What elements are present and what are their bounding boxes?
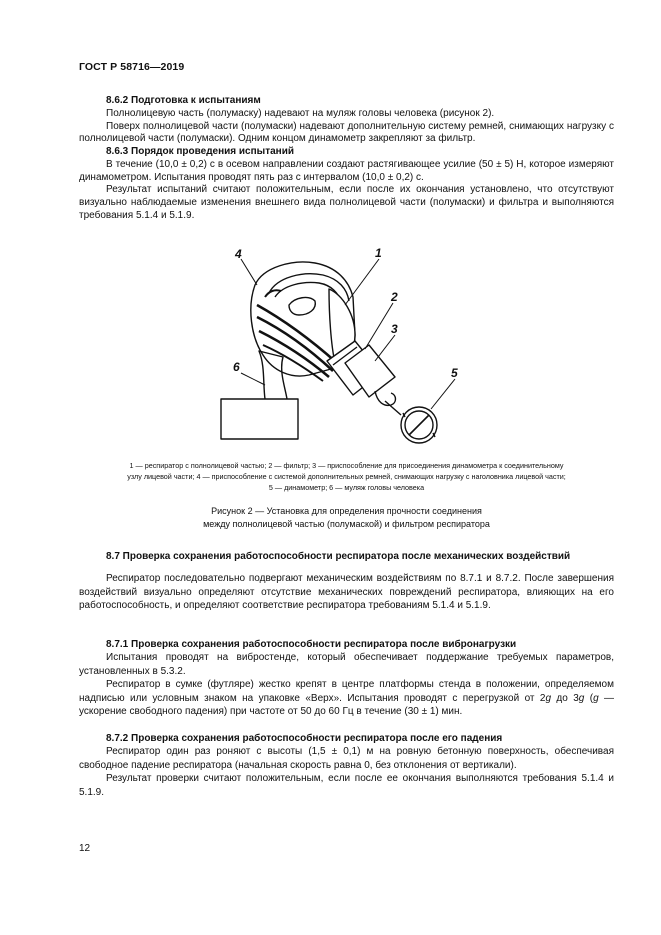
figure-label-5: 5	[451, 366, 458, 380]
page-number: 12	[79, 843, 91, 854]
section-title: 8.7 Проверка сохранения работоспособности респиратора после механических воздействий	[106, 551, 571, 562]
document-header: ГОСТ Р 58716—2019	[79, 61, 185, 73]
figure-label-6: 6	[233, 360, 240, 374]
legend-line: узлу лицевой части; 4 — приспособление с системой дополнительных ремней, снимающих нагрузку с наголовника лицевой части;	[127, 472, 566, 481]
figure-label-2: 2	[391, 290, 398, 304]
section-8-6-3	[79, 146, 614, 223]
section-title: 8.6.3 Порядок проведения испытаний	[106, 146, 294, 157]
figure-label-3: 3	[391, 322, 398, 336]
paragraph: Испытания проводят на вибростенде, который обеспечивает поддержание требуемых параметров, установленных в 5.3.2.	[79, 652, 614, 677]
paragraph	[79, 678, 614, 718]
text-run: Респиратор в сумке (футляре) жестко крепят в центре платформы стенда в положении, определяемом надписью или условным знаком на упаковке «Верх». Испытания проводят с перегрузкой от 2	[79, 679, 614, 704]
head-base-block	[221, 399, 298, 439]
text-run: — ускорение свободного падения) при частоте от 50 до 60 Гц в течение (30 ± 1) мин.	[79, 692, 615, 718]
text-run: g	[545, 692, 552, 704]
text-run: g	[593, 692, 599, 704]
section-8-7-2	[79, 732, 614, 799]
caption-line: между полнолицевой частью (полумаской) и фильтром респиратора	[203, 519, 490, 529]
legend-line: 5 — динамометр; 6 — муляж головы человека	[268, 483, 425, 492]
paragraph: Респиратор последовательно подвергают механическим воздействиям по 8.7.1 и 8.7.2. После завершения воздействий визуально определяют отсутствие механических повреждений респиратора, влияющих на его работоспособность, и определяют соответствие респиратора требованиям 5.1.4 и 5.1.9.	[79, 573, 614, 612]
paragraph: Результат проверки считают положительным, если после ее окончания выполняются требования 5.1.4 и 5.1.9.	[79, 773, 614, 798]
paragraph: Поверх полнолицевой части (полумаски) надевают дополнительную систему ремней, снимающих нагрузку с полнолицевой части (полумаски). Одним концом динамометр закрепляют за фильтр.	[79, 120, 614, 145]
section-title: 8.6.2 Подготовка к испытаниям	[106, 95, 261, 106]
text-run: до 3	[551, 692, 579, 704]
caption-line: Рисунок 2 — Установка для определения прочности соединения	[211, 506, 482, 516]
section-8-7-1	[79, 638, 614, 718]
paragraph: В течение (10,0 ± 0,2) с в осевом направлении создают растягивающее усилие (50 ± 5) Н, которое измеряют динамометром. Испытания проводят пять раз с интервалом (10,0 ± 0,2) с.	[79, 158, 614, 183]
paragraph: Полнолицевую часть (полумаску) надевают на муляж головы человека (рисунок 2).	[106, 107, 495, 119]
figure-2-illustration	[205, 245, 475, 445]
figure-legend	[79, 460, 614, 493]
section-title: 8.7.1 Проверка сохранения работоспособности респиратора после вибронагрузки	[106, 639, 517, 650]
text-run: (	[584, 692, 594, 704]
figure-label-4: 4	[235, 247, 242, 261]
figure-label-1: 1	[375, 246, 382, 260]
section-8-6-2	[79, 95, 614, 146]
paragraph: Результат испытаний считают положительным, если после их окончания установлено, что отсутствуют визуально наблюдаемые изменения внешнего вида полнолицевой части (полумаски) и фильтра и выполняются требования 5.1.4 и 5.1.9.	[79, 184, 614, 221]
text-run: g	[578, 692, 585, 704]
figure-caption	[79, 505, 614, 531]
section-8-7	[79, 550, 614, 613]
section-title: 8.7.2 Проверка сохранения работоспособности респиратора после его падения	[106, 733, 503, 744]
legend-line: 1 — респиратор с полнолицевой частью; 2 — фильтр; 3 — приспособление для присоединения динамометра к соединительному	[129, 461, 564, 470]
paragraph: Респиратор один раз роняют с высоты (1,5 ± 0,1) м на ровную бетонную поверхность, обеспечивая свободное падение респиратора (начальная скорость равна 0, без отклонения от вертикали).	[79, 746, 614, 771]
